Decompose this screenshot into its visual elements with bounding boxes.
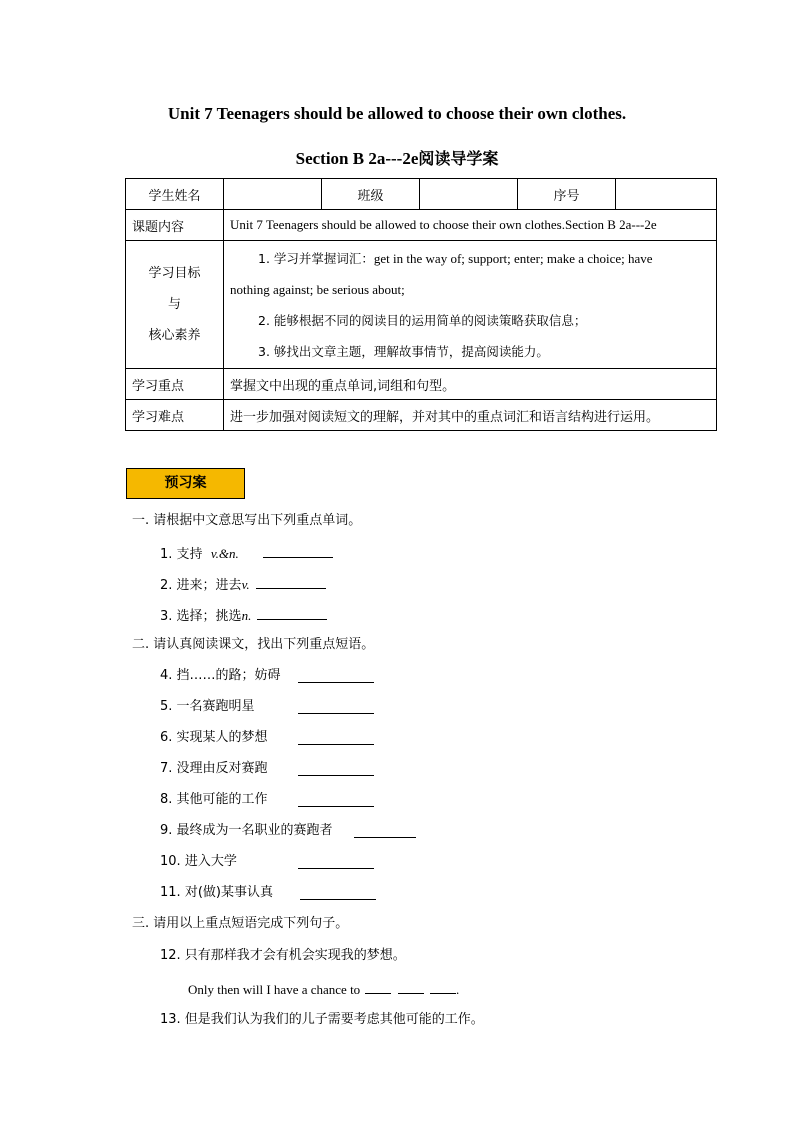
difficulty-label: 学习难点 [126, 400, 224, 431]
student-name-label: 学生姓名 [126, 179, 224, 210]
answer-blank[interactable] [298, 761, 374, 776]
section3-heading: 三. 请用以上重点短语完成下列句子。 [132, 916, 349, 931]
goal1-prefix: 1. 学习并掌握词汇： [258, 250, 374, 266]
list-item: 10. 进入大学 [160, 854, 237, 869]
answer-blank[interactable] [256, 574, 326, 589]
number-label: 序号 [518, 179, 616, 210]
subtitle-section: Section B 2a---2e [295, 149, 419, 168]
list-item: 4. 挡……的路；妨碍 [160, 668, 281, 683]
goal1-words: get in the way of; support; enter; make a choice; have [373, 250, 653, 266]
class-label: 班级 [322, 179, 420, 210]
goals-label-line3: 核心素养 [148, 328, 201, 343]
list-item: 3. 选择；挑选n. [160, 605, 327, 626]
answer-blank[interactable] [257, 605, 327, 620]
subtitle-cn: 阅读导学案 [418, 149, 499, 168]
goals-label-line2: 与 [167, 297, 181, 312]
student-name-field[interactable] [224, 179, 322, 210]
list-item: 6. 实现某人的梦想 [160, 730, 268, 745]
document-subtitle [0, 146, 794, 169]
question-12: 12. 只有那样我才会有机会实现我的梦想。 [160, 948, 406, 963]
difficulty-value: 进一步加强对阅读短文的理解，并对其中的重点词汇和语言结构进行运用。 [224, 400, 717, 431]
answer-blank[interactable] [298, 699, 374, 714]
subject-label: 课题内容 [126, 210, 224, 241]
answer-blank[interactable] [263, 543, 333, 558]
answer-blank[interactable] [354, 823, 416, 838]
section1-heading: 一. 请根据中文意思写出下列重点单词。 [132, 513, 362, 528]
list-item: 5. 一名赛跑明星 [160, 699, 255, 714]
answer-blank[interactable] [365, 979, 391, 994]
answer-blank[interactable] [300, 885, 376, 900]
goal3: 3. 够找出文章主题，理解故事情节，提高阅读能力。 [258, 343, 549, 359]
list-item: 7. 没理由反对赛跑 [160, 761, 268, 776]
focus-value: 掌握文中出现的重点单词,词组和句型。 [224, 369, 717, 400]
question-13: 13. 但是我们认为我们的儿子需要考虑其他可能的工作。 [160, 1012, 484, 1027]
preview-section-label: 预习案 [126, 468, 245, 499]
answer-blank[interactable] [398, 979, 424, 994]
goals-label-line1: 学习目标 [148, 266, 201, 281]
goal1-words-cont: nothing against; be serious about; [230, 281, 405, 297]
answer-blank[interactable] [430, 979, 456, 994]
answer-blank[interactable] [298, 730, 374, 745]
goals-content [224, 241, 717, 369]
list-item: 8. 其他可能的工作 [160, 792, 268, 807]
question-12-english: Only then will I have a chance to . [188, 979, 459, 999]
number-field[interactable] [616, 179, 717, 210]
list-item: 1. 支持 v.&n. [160, 543, 333, 564]
goal2: 2. 能够根据不同的阅读目的运用简单的阅读策略获取信息； [258, 312, 587, 328]
section2-heading: 二. 请认真阅读课文，找出下列重点短语。 [132, 637, 375, 652]
info-table [125, 178, 717, 431]
list-item: 2. 进来；进去v. [160, 574, 326, 595]
goals-label [126, 241, 224, 369]
document-title: Unit 7 Teenagers should be allowed to choose their own clothes. [167, 104, 627, 123]
answer-blank[interactable] [298, 792, 374, 807]
answer-blank[interactable] [298, 854, 374, 869]
list-item: 9. 最终成为一名职业的赛跑者 [160, 823, 333, 838]
class-field[interactable] [420, 179, 518, 210]
subject-value: Unit 7 Teenagers should be allowed to choose their own clothes.Section B 2a---2e [224, 210, 717, 241]
focus-label: 学习重点 [126, 369, 224, 400]
answer-blank[interactable] [298, 668, 374, 683]
list-item: 11. 对(做)某事认真 [160, 885, 273, 900]
